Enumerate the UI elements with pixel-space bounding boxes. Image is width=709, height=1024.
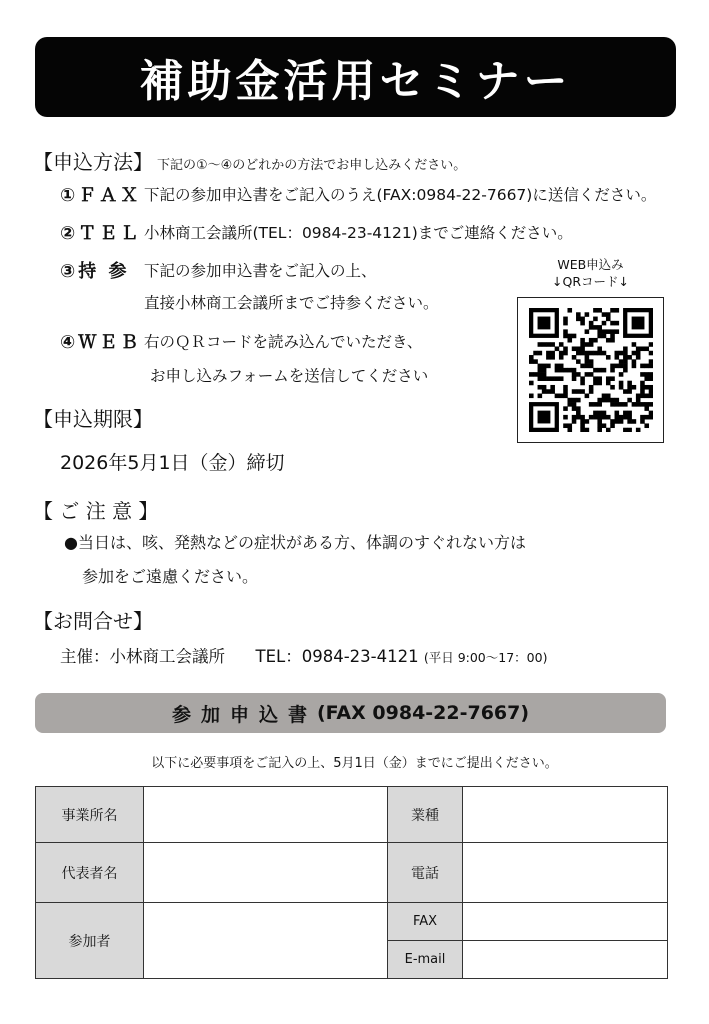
fax-label: FAX [388, 903, 463, 941]
method-fax-label: ①ＦＡＸ [60, 185, 142, 206]
deadline-heading: 【申込期限】 [33, 407, 153, 431]
caution-line-2: 参加をご遠慮ください。 [82, 567, 259, 586]
form-instruction: 以下に必要事項をご記入の上、5月1日（金）までにご提出ください。 [151, 756, 558, 771]
method-tel-text: 小林商工会議所(TEL：0984-23-4121)までご連絡ください。 [144, 224, 573, 242]
caution-line-1: ●当日は、咳、発熱などの症状がある方、体調のすぐれない方は [64, 533, 526, 552]
method-tel-label: ②ＴＥＬ [60, 223, 142, 244]
form-title: 参加申込書 [171, 703, 317, 726]
caution-heading: 【 ご 注 意 】 [33, 499, 159, 523]
organizer: 主催：小林商工会議所 [60, 647, 225, 666]
industry-label: 業種 [388, 787, 463, 843]
participant-field[interactable] [144, 903, 388, 979]
page-title: 補助金活用セミナー [139, 56, 572, 107]
method-web-label: ④ＷＥＢ [60, 332, 142, 353]
application-form-header [35, 693, 666, 733]
phone-field[interactable] [463, 843, 668, 903]
business-name-field[interactable] [144, 787, 388, 843]
qr-code-box[interactable] [517, 297, 664, 443]
email-field[interactable] [463, 941, 668, 979]
business-name-label: 事業所名 [36, 787, 144, 843]
office-hours: (平日 9:00～17：00) [423, 650, 548, 665]
method-fax-text: 下記の参加申込書をご記入のうえ(FAX:0984-22-7667)に送信ください。 [144, 186, 657, 204]
title-banner [35, 37, 676, 117]
method-bring-label: ③持 参 [60, 261, 130, 282]
industry-field[interactable] [463, 787, 668, 843]
method-bring-text-1: 下記の参加申込書をご記入の上、 [144, 262, 377, 280]
participant-label: 参加者 [36, 903, 144, 979]
email-label: E-mail [388, 941, 463, 979]
qr-caption: WEB申込み ↓QRコード↓ [552, 257, 629, 289]
form-fax: (FAX 0984-22-7667) [316, 702, 530, 724]
qr-code-icon[interactable] [529, 308, 653, 432]
representative-label: 代表者名 [36, 843, 144, 903]
apply-method-heading: 【申込方法】 下記の①～④のどれかの方法でお申し込みください。 [33, 150, 467, 174]
representative-field[interactable] [144, 843, 388, 903]
apply-method-note: 下記の①～④のどれかの方法でお申し込みください。 [157, 158, 467, 173]
method-web-text-1: 右のＱＲコードを読み込んでいただき、 [144, 333, 423, 351]
deadline-text: 2026年5月1日（金）締切 [60, 452, 285, 474]
phone-label: 電話 [388, 843, 463, 903]
inquiry-contact [60, 643, 547, 667]
contact-tel: TEL：0984-23-4121 [255, 647, 419, 666]
method-web-text-2: お申し込みフォームを送信してください [150, 367, 429, 385]
application-form-table [35, 786, 668, 979]
method-bring-text-2: 直接小林商工会議所までご持参ください。 [144, 294, 439, 312]
inquiry-heading: 【お問合せ】 [33, 609, 153, 633]
fax-field[interactable] [463, 903, 668, 941]
